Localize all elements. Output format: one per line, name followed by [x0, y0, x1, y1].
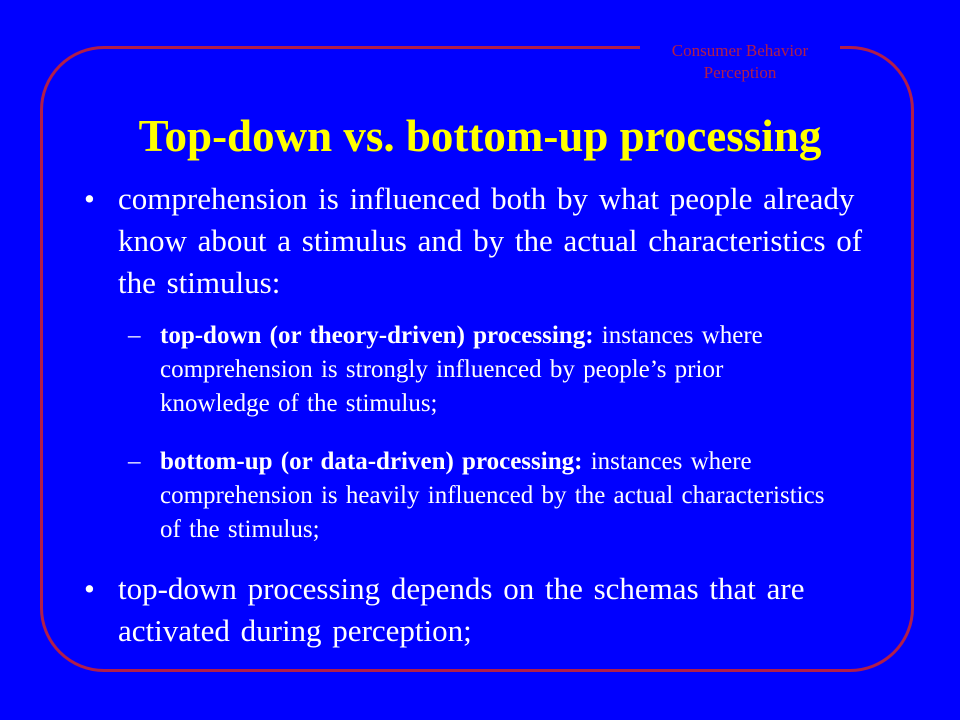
- bullet-text: top-down processing depends on the schemas that are activated during perception;: [118, 571, 805, 648]
- sub-bullet-term: bottom-up (or data-driven) processing:: [160, 448, 583, 475]
- course-title: Consumer Behavior: [671, 41, 809, 60]
- sub-bullet-description: instances where comprehension is heavily influenced by the actual characteristics of the stimulus;: [160, 448, 825, 543]
- sub-bullet-text: [160, 445, 840, 547]
- bullet-text: comprehension is influenced both by what people already know about a stimulus and by the actual characteristics of the stimulus:: [118, 181, 863, 300]
- sub-bullet-mark: –: [128, 322, 141, 349]
- sub-bullet-mark: –: [128, 448, 141, 475]
- sub-bullet-item: [128, 319, 840, 421]
- section-title: Perception: [703, 63, 777, 82]
- header-note: [640, 40, 840, 84]
- sub-bullet-term: top-down (or theory-driven) processing:: [160, 322, 594, 349]
- bullet-item: [84, 568, 874, 652]
- bullet-item: [84, 178, 874, 304]
- sub-bullet-item: [128, 445, 840, 547]
- slide-title: Top-down vs. bottom-up processing: [138, 111, 822, 161]
- bullet-mark: •: [84, 181, 95, 216]
- sub-bullet-text: [160, 319, 840, 421]
- bullet-mark: •: [84, 571, 95, 606]
- sub-bullet-description: instances where comprehension is strongly influenced by people’s prior knowledge of the stimulus;: [160, 322, 763, 417]
